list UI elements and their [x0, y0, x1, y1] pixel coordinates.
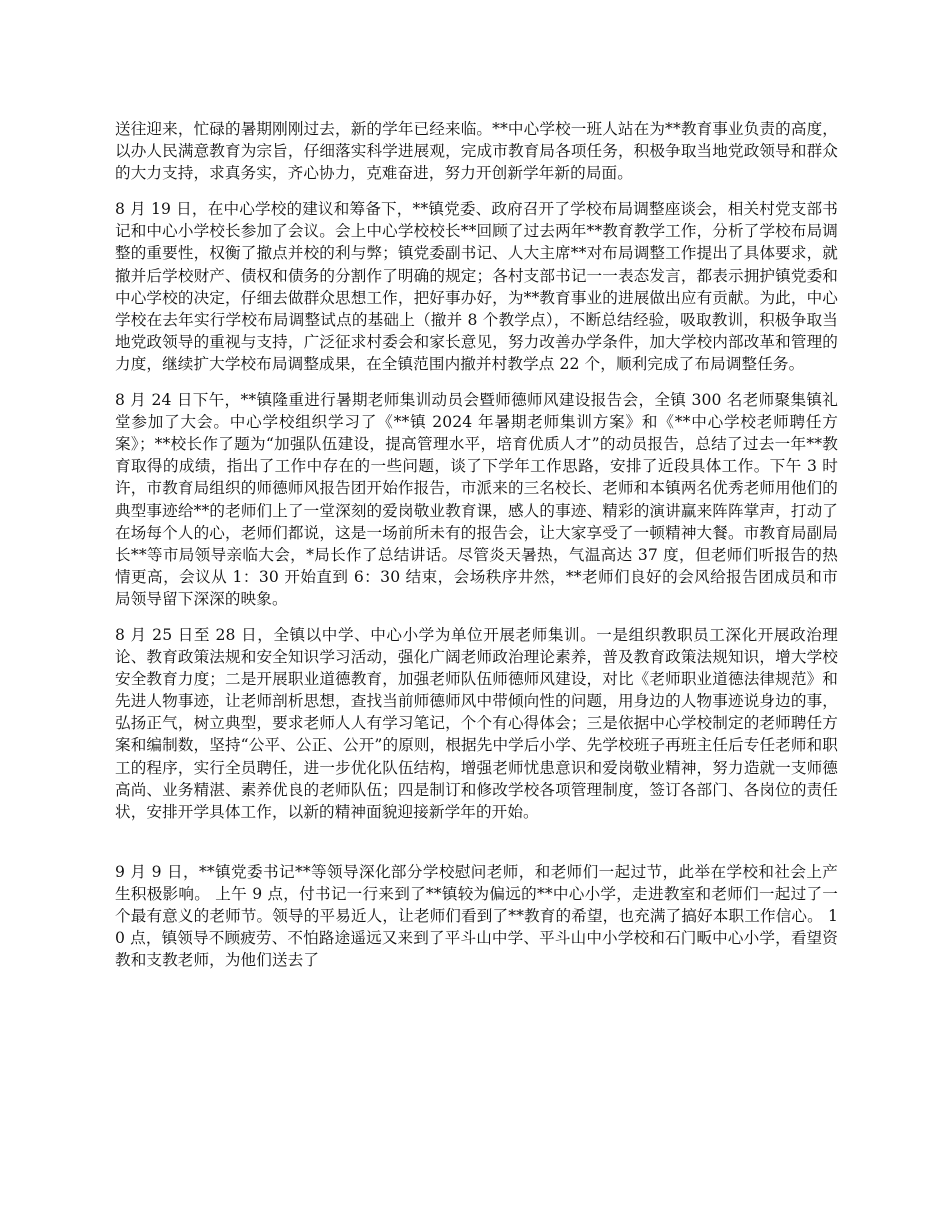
paragraph-aug-25-28: 8 月 25 日至 28 日，全镇以中学、中心小学为单位开展老师集训。一是组织教职员工深化开展政治理论、教育政策法规和安全知识学习活动，强化广阔老师政治理论素养，普及教育政策法规知识，增大学校安全教育力度；二是开展职业道德教育，加强老师队伍师德师风建设，对比《老师职业道德法律规范》和先进人物事迹，让老师剖析思想，查找当前师德师风中带倾向性的问题，用身边的人物事迹说身边的事，弘扬正气，树立典型，要求老师人人有学习笔记，个个有心得体会；三是依据中心学校制定的老师聘任方案和编制数，坚持“公平、公正、公开”的原则，根据先中学后小学、先学校班子再班主任后专任老师和职工的程序，实行全员聘任，进一步优化队伍结构，增强老师忧患意识和爱岗敬业精神，努力造就一支师德高尚、业务精湛、素养优良的老师队伍；四是制订和修改学校各项管理制度，签订各部门、各岗位的责任状，安排开学具体工作，以新的精神面貌迎接新学年的开始。	[115, 625, 838, 821]
paragraph-aug-19: 8 月 19 日，在中心学校的建议和筹备下，**镇党委、政府召开了学校布局调整座谈会，相关村党支部书记和中心小学校长参加了会议。会上中心学校校长**回顾了过去两年**教育教学工作，分析了学校布局调整的重要性，权衡了撤点并校的利与弊；镇党委副书记、人大主席**对布局调整工作提出了具体要求，就撤并后学校财产、债权和债务的分割作了明确的规定；各村支部书记一一表态发言，都表示拥护镇党委和中心学校的决定，仔细去做群众思想工作，把好事办好，为**教育事业的进展做出应有贡献。为此，中心学校在去年实行学校布局调整试点的基础上（撤并 8 个教学点），不断总结经验，吸取教训，积极争取当地党政领导的重视与支持，广泛征求村委会和家长意见，努力改善办学条件，加大学校内部改革和管理的力度，继续扩大学校布局调整成果，在全镇范围内撤并村教学点 22 个，顺利完成了布局调整任务。	[115, 200, 838, 373]
paragraph-sep-9: 9 月 9 日，**镇党委书记**等领导深化部分学校慰问老师，和老师们一起过节，此举在学校和社会上产生积极影响。 上午 9 点，付书记一行来到了**镇较为偏远的**中心小学，走进教室和老师们一起过了一个最有意义的老师节。领导的平易近人，让老师们看到了**教育的希望，也充满了搞好本职工作信心。 10 点，镇领导不顾疲劳、不怕路途遥远又来到了平斗山中学、平斗山中小学校和石门畈中心小学，看望资教和支教老师，为他们送去了	[115, 862, 838, 970]
paragraph-gap	[115, 837, 838, 861]
paragraph-intro: 送往迎来，忙碌的暑期刚刚过去，新的学年已经来临。**中心学校一班人站在为**教育事业负责的高度，以办人民满意教育为宗旨，仔细落实科学进展观，完成市教育局各项任务，积极争取当地党政领导和群众的大力支持，求真务实，齐心协力，克难奋进，努力开创新学年新的局面。	[115, 120, 838, 183]
paragraph-aug-24: 8 月 24 日下午，**镇隆重进行暑期老师集训动员会暨师德师风建设报告会，全镇 300 名老师聚集镇礼堂参加了大会。中心学校组织学习了《**镇 2024 年暑期老师集训方案》和《**中心学校老师聘任方案》；**校长作了题为“加强队伍建设，提高管理水平，培育优质人才”的动员报告，总结了过去一年**教育取得的成绩，指出了工作中存在的一些问题，谈了下学年工作思路，安排了近段具体工作。下午 3 时许，市教育局组织的师德师风报告团开始作报告，市派来的三名校长、老师和本镇两名优秀老师用他们的典型事迹给**的老师们上了一堂深刻的爱岗敬业教育课，感人的事迹、精彩的演讲赢来阵阵掌声，打动了在场每个人的心，老师们都说，这是一场前所未有的报告会，让大家享受了一顿精神大餐。市教育局副局长**等市局领导亲临大会，*局长作了总结讲话。尽管炎天暑热，气温高达 37 度，但老师们听报告的热情更高，会议从 1：30 开始直到 6：30 结束，会场秩序井然，**老师们良好的会风给报告团成员和市局领导留下深深的映象。	[115, 391, 838, 608]
document-body	[115, 118, 838, 985]
